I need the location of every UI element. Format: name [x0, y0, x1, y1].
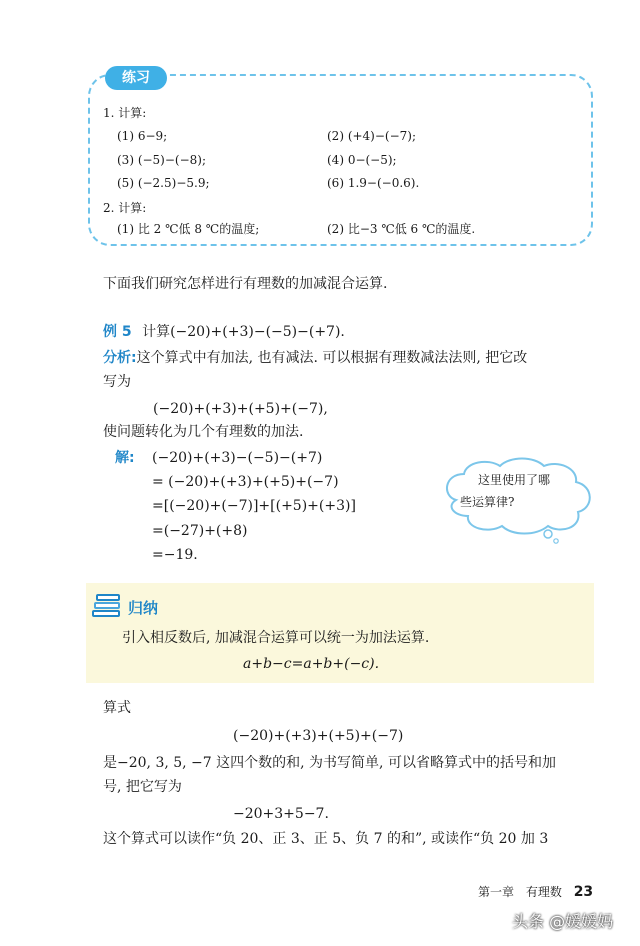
watermark: 头条 @媛媛妈 — [512, 912, 614, 931]
summary-formula: a+b−c=a+b+(−c). — [243, 656, 380, 672]
body-text: 算式 — [103, 700, 131, 716]
practice-item: (5) (−2.5)−5.9; — [117, 176, 210, 190]
example-label: 例 5 — [103, 324, 132, 340]
solution-step: =−19. — [152, 547, 198, 563]
analysis-text-cont: 写为 — [103, 374, 131, 390]
rewritten-formula: (−20)+(+3)+(+5)+(−7), — [153, 401, 328, 417]
practice-item: (4) 0−(−5); — [327, 153, 397, 167]
solution-step: (−20)+(+3)−(−5)−(+7) — [152, 450, 323, 466]
solution-step: =(−27)+(+8) — [152, 523, 248, 539]
summary-text: 引入相反数后, 加减混合运算可以统一为加法运算. — [122, 630, 430, 646]
practice-item: (2) (+4)−(−7); — [327, 129, 417, 143]
analysis-text: 这个算式中有加法, 也有减法. 可以根据有理数减法法则, 把它改 — [136, 350, 528, 366]
intro-text: 下面我们研究怎样进行有理数的加减混合运算. — [103, 276, 388, 292]
bubble-text: 这里使用了哪 — [478, 473, 551, 487]
analysis-conclusion: 使问题转化为几个有理数的加法. — [103, 424, 304, 440]
practice-item: (6) 1.9−(−0.6). — [327, 176, 420, 190]
practice-q2-title: 2. 计算: — [103, 201, 147, 215]
solution-label: 解: — [115, 450, 135, 466]
practice-item: (2) 比−3 ℃低 6 ℃的温度. — [327, 222, 476, 236]
solution-step: =[(−20)+(−7)]+[(+5)+(+3)] — [152, 498, 356, 514]
short-formula: −20+3+5−7. — [233, 806, 329, 822]
body-formula: (−20)+(+3)+(+5)+(−7) — [233, 728, 404, 744]
solution-step: = (−20)+(+3)+(+5)+(−7) — [152, 474, 339, 490]
footer-chapter: 第一章 — [478, 885, 515, 899]
bubble-text: 些运算律? — [460, 495, 515, 509]
example-text: 计算(−20)+(+3)−(−5)−(+7). — [142, 324, 345, 340]
body-text: 是−20, 3, 5, −7 这四个数的和, 为书写简单, 可以省略算式中的括号和加 — [103, 755, 556, 771]
practice-item: (3) (−5)−(−8); — [117, 153, 207, 167]
page-number: 23 — [573, 884, 594, 900]
summary-title: 归纳 — [128, 599, 159, 617]
practice-q1-title: 1. 计算: — [103, 106, 147, 120]
analysis-label: 分析: — [103, 350, 137, 366]
practice-tag: 练习 — [105, 66, 167, 90]
body-text: 号, 把它写为 — [103, 779, 182, 795]
practice-item: (1) 6−9; — [117, 129, 168, 143]
body-text: 这个算式可以读作“负 20、正 3、正 5、负 7 的和”, 或读作“负 20 加 3 — [103, 831, 549, 847]
books-icon — [90, 592, 124, 620]
practice-item: (1) 比 2 ℃低 8 ℃的温度; — [117, 222, 260, 236]
footer-subject: 有理数 — [525, 885, 562, 899]
